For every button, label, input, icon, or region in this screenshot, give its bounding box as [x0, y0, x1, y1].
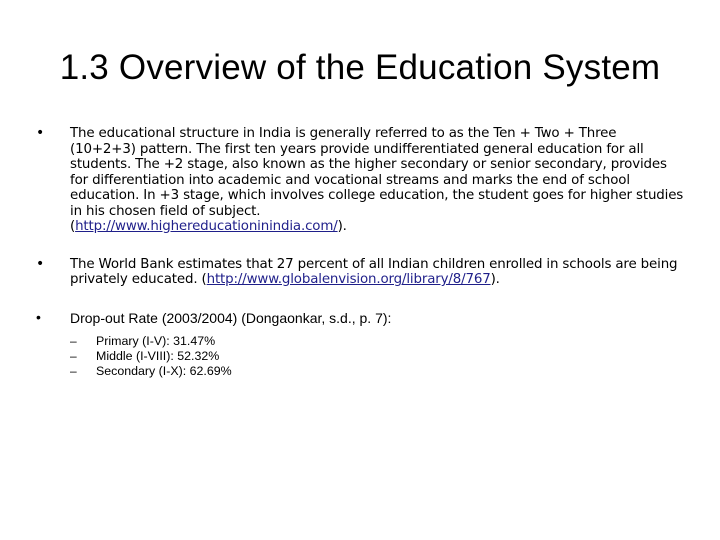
sub-item-text: Middle (I-VIII): 52.32%	[96, 348, 220, 363]
dash-icon: –	[70, 348, 77, 363]
sub-item-middle	[70, 349, 686, 364]
bullet-world-bank	[36, 257, 686, 288]
bullet-list	[36, 126, 686, 401]
slide-title: 1.3 Overview of the Education System	[59, 48, 661, 87]
sub-item-text: Secondary (I-X): 62.69%	[96, 363, 232, 378]
sub-item-text: Primary (I-V): 31.47%	[96, 333, 216, 348]
sub-item-primary	[70, 334, 686, 349]
sub-item-secondary	[70, 364, 686, 379]
bullet-icon: •	[36, 125, 45, 141]
bullet-text: Drop-out Rate (2003/2004) (Dongaonkar, s.d., p. 7):	[70, 309, 392, 326]
link-close-paren: ).	[490, 272, 500, 287]
globalenvision-link[interactable]: http://www.globalenvision.org/library/8/767	[206, 272, 491, 287]
bullet-icon: •	[36, 255, 45, 272]
bullet-text: The World Bank estimates that 27 percent of all Indian children enrolled in schools are being privately educated.	[70, 256, 678, 287]
bullet-text: The educational structure in India is generally referred to as the Ten + Two + Three (10+2+3) pattern. The first ten years provide undifferentiated general education for all students. The +2 stage, also known as the higher secondary or senior secondary, provides for differentiation into academic and vocational streams and marks the end of school education. In +3 stage, which involves college education, the student goes for higher studies in his chosen field of subject.	[70, 126, 684, 219]
bullet-education-structure	[36, 126, 686, 235]
dropout-sub-list	[70, 334, 686, 379]
link-close-paren: ).	[337, 219, 347, 234]
dash-icon: –	[70, 363, 77, 378]
link-open-paren: (	[70, 219, 76, 234]
bullet-icon: •	[36, 308, 41, 325]
bullet-dropout-rate	[36, 310, 686, 379]
link-open-paren: (	[201, 272, 207, 287]
dash-icon: –	[70, 333, 77, 348]
highereducation-link[interactable]: http://www.highereducationinindia.com/	[75, 219, 338, 234]
